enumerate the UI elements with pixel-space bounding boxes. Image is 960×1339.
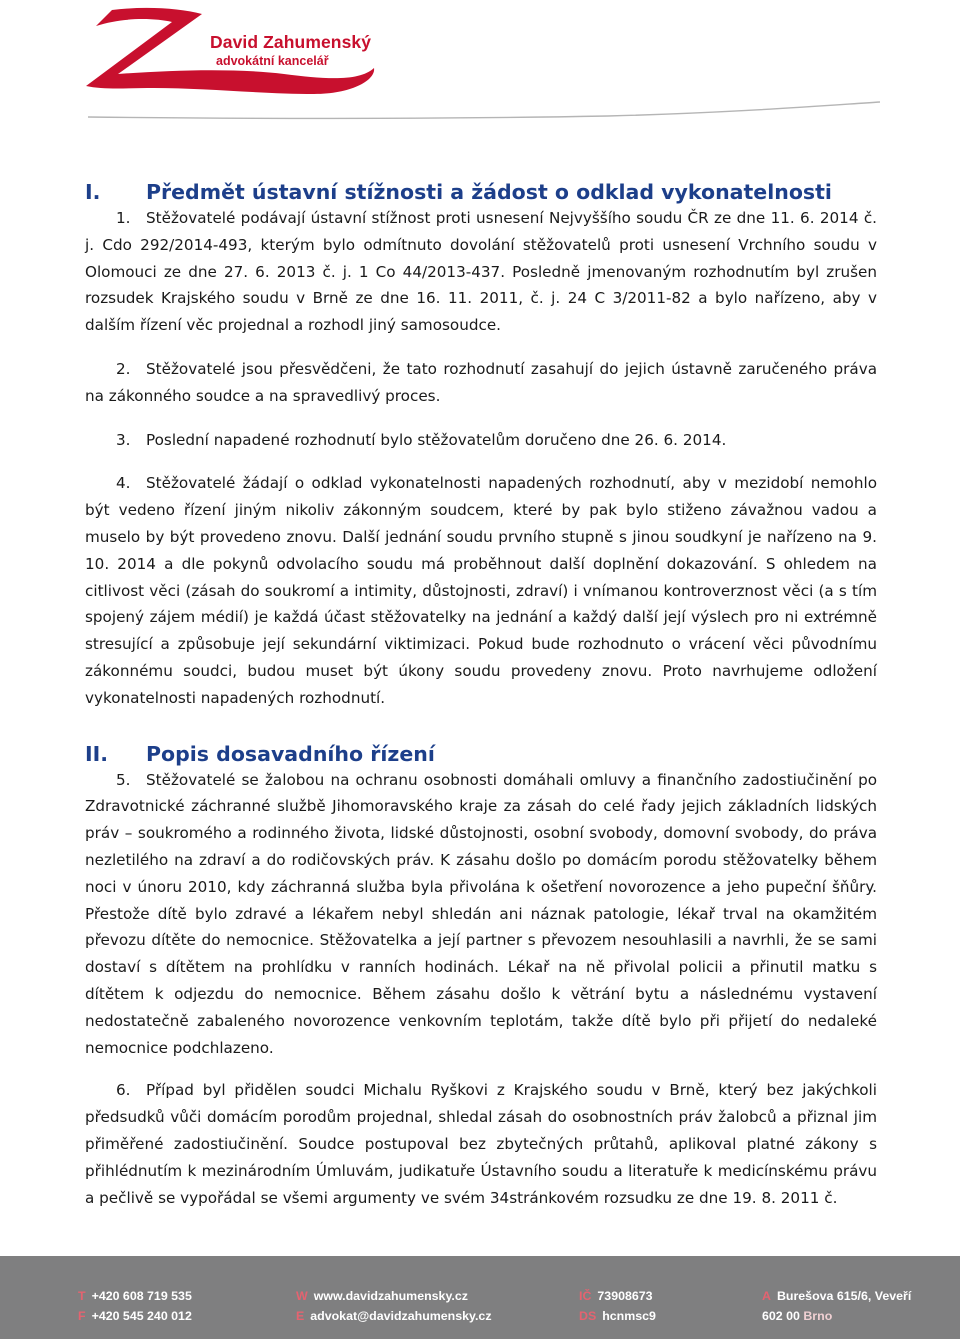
footer-ids-column (579, 1286, 656, 1326)
paragraph-4 (85, 470, 877, 711)
paragraph-5 (85, 767, 877, 1062)
footer-bar (0, 1256, 960, 1339)
paragraph-number: 4. (116, 474, 131, 493)
address-city: Brno (803, 1309, 833, 1323)
email-link[interactable]: advokat@davidzahumensky.cz (310, 1309, 492, 1323)
footer-web-column (296, 1286, 492, 1326)
website-link[interactable]: www.davidzahumensky.cz (313, 1289, 468, 1303)
web-prefix: W (296, 1289, 308, 1303)
paragraph-number: 2. (116, 359, 131, 378)
paragraph-number: 1. (116, 209, 131, 227)
ic-prefix: IČ (579, 1289, 592, 1303)
section-title: Předmět ústavní stížnosti a žádost o odklad vykonatelnosti (146, 180, 832, 204)
paragraph-1 (85, 205, 877, 339)
paragraph-text: Stěžovatelé žádají o odklad vykonatelnosti napadených rozhodnutí, aby v mezidobí nemohlo být vedeno řízení jiným nikoliv zákonným soudcem, které by pak bylo stiženo závažnou vadou a muselo by být provedeno znovu. Další jednání soudu prvního stupně s jinou soudkyní je nařízeno na 9. 10. 2014 a dle pokynů odvolacího soudu má proběhnout další doplnění dokazování. S ohledem na citlivost věci (zásah do soukromí a intimity, důstojnosti, zdraví) i vnímanou kontroverznost věci (a s tím spojený zájem médií) je každá účast stěžovatelky na jednání a každý další její výslech pro ni extrémně stresující a způsobuje její sekundární viktimizaci. Pokud bude rozhodnuto o vrácení věci původnímu zákonnému soudci, budou muset být úkony soudu provedeny znovu. Proto navrhujeme odložení vykonatelnosti napadených rozhodnutí. (85, 474, 877, 707)
section-heading-2 (85, 742, 877, 766)
address-street: Burešova 615/6, Veveří (776, 1289, 912, 1303)
paragraph-text: Poslední napadené rozhodnutí bylo stěžovatelům doručeno dne 26. 6. 2014. (146, 430, 727, 449)
section-heading-1 (85, 180, 877, 204)
paragraph-6 (85, 1077, 877, 1211)
section-number: I. (85, 180, 101, 204)
phone-prefix: T (78, 1289, 86, 1303)
ds-prefix: DS (579, 1309, 597, 1323)
document-body (85, 180, 877, 1211)
address-zip: 602 00 (762, 1309, 800, 1323)
paragraph-2 (85, 356, 877, 410)
section-number: II. (85, 741, 109, 766)
footer-phone-column (78, 1286, 192, 1326)
section-title: Popis dosavadního řízení (146, 741, 435, 766)
brand-subtitle: advokátní kancelář (216, 54, 329, 68)
brand-name: David Zahumenský (210, 32, 372, 52)
paragraph-number: 3. (116, 430, 131, 449)
paragraph-3 (85, 427, 877, 454)
paragraph-number: 5. (116, 770, 131, 789)
paragraph-text: Případ byl přidělen soudci Michalu Ryškovi z Krajského soudu v Brně, který bez jakýchkoli předsudků vůči domácím porodům projednal, shledal zásah do osobnostních práv žalobců a přiznal jim přiměřené zadostiučinění. Soudce postupoval bez zbytečných průtahů, aplikoval platné zákony s přihlédnutím k mezinárodním Úmluvám, judikatuře Ústavního soudu a literatuře k medicínskému právu a pečlivě se vypořádal se všemi argumenty ve svém 34stránkovém rozsudku ze dne 19. 8. 2011 č. (85, 1081, 877, 1207)
paragraph-text: Stěžovatelé se žalobou na ochranu osobnosti domáhali omluvy a finančního zadostiučinění po Zdravotnické záchranné službě Jihomoravského kraje za zásah do celé řady jejich základních lidských práv – soukromého a rodinného života, lidské důstojnosti, osobní svobody, domovní svobody, do práva nezletilého na zdraví a do rodičovských práv. K zásahu došlo po domácím porodu stěžovatelky během noci v únoru 2010, kdy záchranná služba byla přivolána k ošetření novorozence a jeho pupeční šňůry. Přestože dítě bylo zdravé a lékařem nebyl shledán ani náznak patologie, lékař trval na okamžitém převozu dítěte do nemocnice. Stěžovatelka a její partner s převozem nesouhlasili a navrhli, že se sami dostaví s dítětem na prohlídku v ranních hodinách. Lékař na ně přivolal policii a přinutil matku s dítětem k odjezdu do nemocnice. Během zásahu došlo k větrání bytu a následnému vystavení nedostatečně zabaleného novorozence venkovním teplotám, takže dítě bylo při přijetí do nedaleké nemocnice podchlazeno. (85, 770, 877, 1057)
address-prefix: A (762, 1289, 771, 1303)
phone-number[interactable]: +420 608 719 535 (91, 1289, 192, 1303)
email-prefix: E (296, 1309, 305, 1323)
fax-prefix: F (78, 1309, 86, 1323)
ds-id: hcnmsc9 (602, 1309, 656, 1323)
footer-address-column (762, 1286, 911, 1326)
paragraph-text: Stěžovatelé jsou přesvědčeni, že tato rozhodnutí zasahují do jejich ústavně zaručeného práva na zákonného soudce a na spravedlivý proces. (85, 359, 877, 405)
fax-number: +420 545 240 012 (91, 1309, 192, 1323)
paragraph-number: 6. (116, 1081, 131, 1100)
ic-number: 73908673 (597, 1289, 653, 1303)
header-swoosh-line (88, 100, 880, 136)
paragraph-text: Stěžovatelé podávají ústavní stížnost proti usnesení Nejvyššího soudu ČR ze dne 11. 6. 2014 č. j. Cdo 292/2014-493, kterým bylo odmítnuto dovolání stěžovatelů proti usnesení Vrchního soudu v Olomouci ze dne 27. 6. 2013 č. j. 1 Co 44/2013-437. Posledně jmenovaným rozhodnutím byl zrušen rozsudek Krajského soudu v Brně ze dne 16. 11. 2011, č. j. 24 C 3/2011-82 a bylo nařízeno, aby v dalším řízení věc projednal a rozhodl jiný samosoudce. (85, 209, 877, 335)
